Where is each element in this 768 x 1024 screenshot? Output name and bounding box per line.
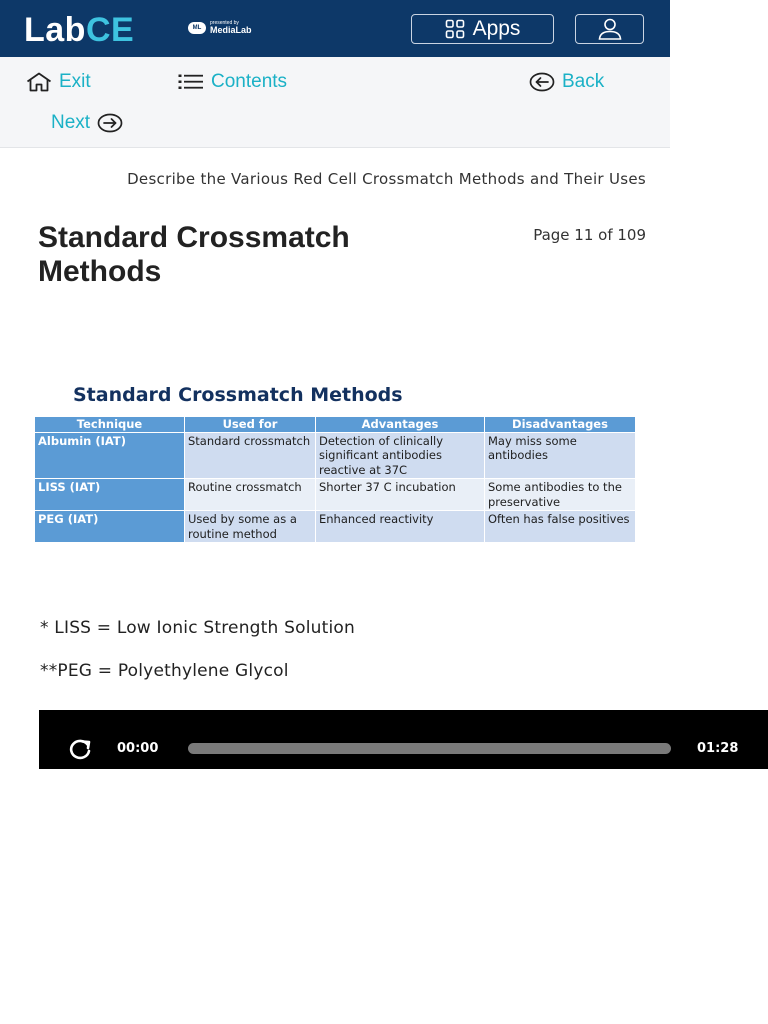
medialab-badge-icon: ML bbox=[188, 22, 206, 34]
list-icon bbox=[178, 73, 204, 91]
table-cell: Used by some as a routine method bbox=[185, 511, 316, 543]
table-header-row bbox=[35, 417, 636, 433]
table-cell: Enhanced reactivity bbox=[316, 511, 485, 543]
back-link[interactable]: Back bbox=[529, 71, 604, 93]
table-cell: Routine crossmatch bbox=[185, 479, 316, 511]
home-icon bbox=[26, 72, 52, 92]
apps-label: Apps bbox=[472, 17, 521, 40]
total-time: 01:28 bbox=[697, 741, 739, 756]
grid-icon bbox=[445, 19, 465, 39]
lesson-objective: Describe the Various Red Cell Crossmatch Methods and Their Uses bbox=[127, 170, 646, 188]
table-cell: LISS (IAT) bbox=[35, 479, 185, 511]
table-cell: Standard crossmatch bbox=[185, 432, 316, 479]
slide-title: Standard Crossmatch Methods bbox=[73, 384, 403, 406]
presented-by-text: presented by bbox=[210, 20, 239, 26]
replay-button[interactable] bbox=[66, 738, 94, 764]
table-cell: Albumin (IAT) bbox=[35, 432, 185, 479]
table-row bbox=[35, 479, 636, 511]
peg-footnote: **PEG = Polyethylene Glycol bbox=[40, 661, 289, 681]
replay-icon bbox=[66, 738, 94, 760]
exit-link[interactable]: Exit bbox=[26, 71, 91, 93]
medialab-branding bbox=[188, 21, 252, 35]
page-title: Standard Crossmatch Methods bbox=[38, 221, 350, 288]
labce-logo[interactable]: LabCE bbox=[24, 11, 135, 49]
table-cell: May miss some antibodies bbox=[485, 432, 636, 479]
contents-link[interactable]: Contents bbox=[178, 71, 287, 93]
arrow-left-circle-icon bbox=[529, 72, 555, 92]
medialab-text: MediaLab bbox=[210, 25, 252, 35]
table-header-cell: Used for bbox=[185, 417, 316, 433]
video-progress-bar[interactable] bbox=[188, 743, 671, 754]
user-account-button[interactable] bbox=[575, 14, 644, 44]
next-link[interactable]: Next bbox=[51, 112, 123, 134]
table-cell: Some antibodies to the preservative bbox=[485, 479, 636, 511]
table-cell: Detection of clinically significant antibodies reactive at 37C bbox=[316, 432, 485, 479]
table-row bbox=[35, 432, 636, 479]
user-icon bbox=[597, 18, 623, 40]
crossmatch-methods-table bbox=[34, 416, 636, 543]
liss-footnote: * LISS = Low Ionic Strength Solution bbox=[40, 618, 355, 638]
apps-button[interactable] bbox=[411, 14, 554, 44]
video-player[interactable] bbox=[39, 710, 768, 769]
table-header-cell: Technique bbox=[35, 417, 185, 433]
arrow-right-circle-icon bbox=[97, 113, 123, 133]
top-header-bar bbox=[0, 0, 670, 57]
table-cell: PEG (IAT) bbox=[35, 511, 185, 543]
table-row bbox=[35, 511, 636, 543]
table-cell: Often has false positives bbox=[485, 511, 636, 543]
lesson-nav-bar bbox=[0, 57, 670, 148]
page-counter: Page 11 of 109 bbox=[533, 226, 646, 244]
table-header-cell: Disadvantages bbox=[485, 417, 636, 433]
table-header-cell: Advantages bbox=[316, 417, 485, 433]
table-cell: Shorter 37 C incubation bbox=[316, 479, 485, 511]
current-time: 00:00 bbox=[117, 741, 159, 756]
